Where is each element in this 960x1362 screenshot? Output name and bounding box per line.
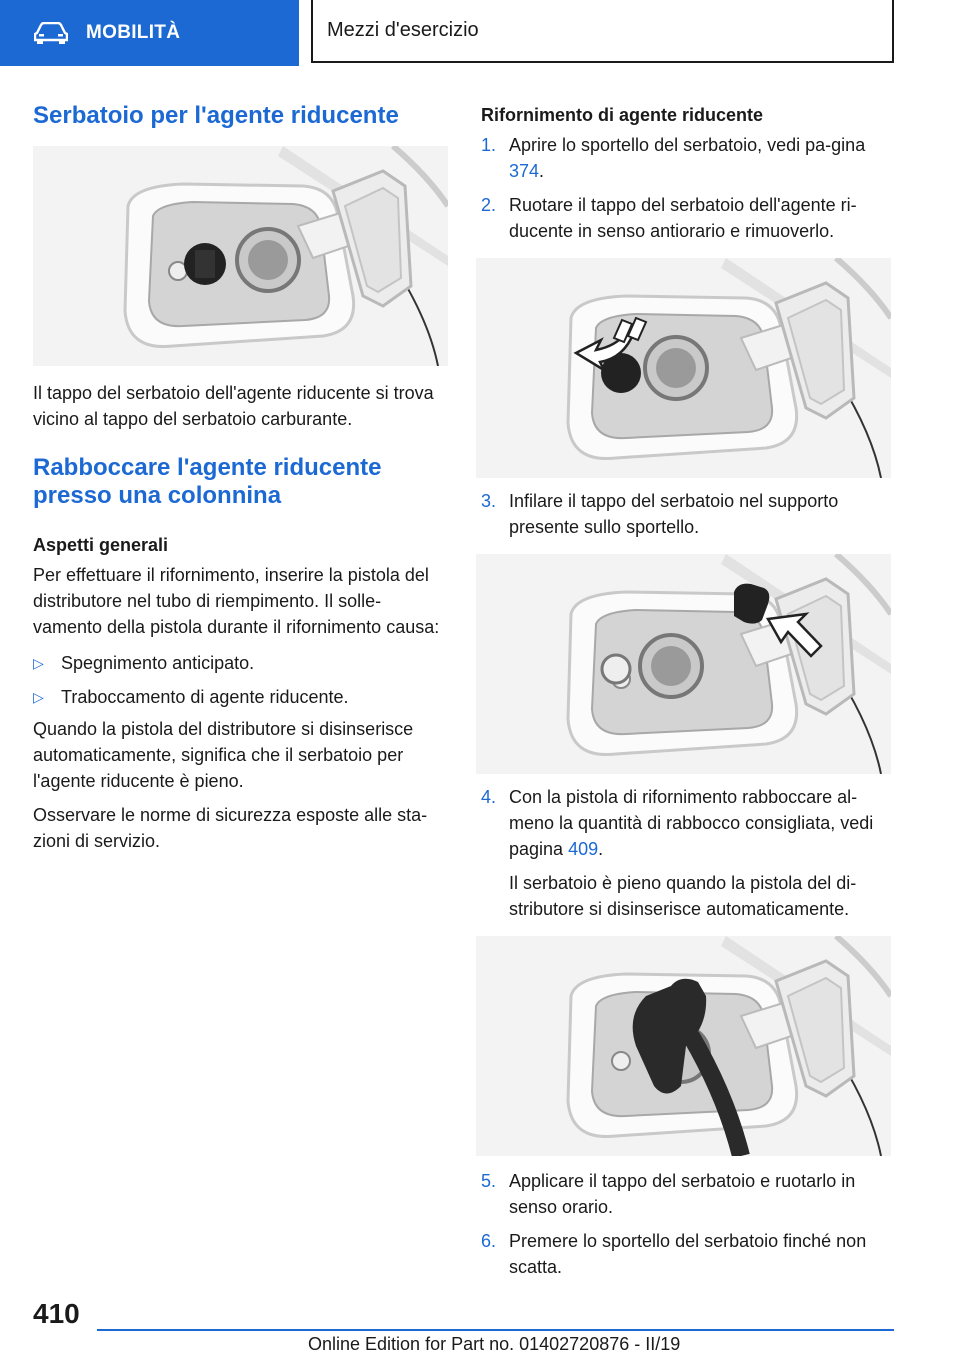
section-label: MOBILITÀ bbox=[86, 22, 181, 43]
step-number: 1. bbox=[481, 135, 497, 155]
list-item-text: Traboccamento di agente riducente. bbox=[61, 687, 349, 707]
chapter-label: Mezzi d'esercizio bbox=[327, 19, 479, 41]
page-header bbox=[0, 0, 960, 66]
step-text: Ruotare il tappo del serbatoio dell'agente ri-ducente in senso antiorario e rimuoverlo. bbox=[509, 195, 857, 241]
step-text: Infilare il tappo del serbatoio nel supporto presente sullo sportello. bbox=[509, 491, 839, 537]
car-icon bbox=[34, 22, 68, 44]
step-number: 4. bbox=[481, 787, 497, 807]
list-item bbox=[33, 650, 448, 676]
safety-paragraph: Osservare le norme di sicurezza esposte alle sta-zioni di servizio. bbox=[33, 805, 428, 851]
step-item bbox=[481, 1228, 893, 1280]
step-item bbox=[481, 1168, 893, 1220]
triangle-bullet-icon: ▷ bbox=[33, 689, 44, 705]
page-number: 410 bbox=[33, 1298, 80, 1329]
procedure-title: Rifornimento di agente riducente bbox=[481, 105, 764, 125]
stow-cap-figure bbox=[476, 554, 891, 774]
step-item bbox=[481, 488, 893, 540]
step-number: 3. bbox=[481, 491, 497, 511]
triangle-bullet-icon: ▷ bbox=[33, 655, 44, 671]
list-item-text: Spegnimento anticipato. bbox=[61, 653, 255, 673]
intro-paragraph: Per effettuare il rifornimento, inserire la pistola del distributore nel tubo di riempimento. Il solle-vamento della pistola durante il rifornimento causa: bbox=[33, 565, 440, 637]
section-title: Serbatoio per l'agente riducente bbox=[33, 102, 399, 129]
list-item bbox=[33, 684, 448, 710]
page-link[interactable]: 409 bbox=[568, 839, 599, 859]
step-number: 6. bbox=[481, 1231, 497, 1251]
step-text: Premere lo sportello del serbatoio finché non scatta. bbox=[509, 1231, 867, 1277]
step-note: Il serbatoio è pieno quando la pistola del di-stributore si disinserisce automaticamente. bbox=[509, 873, 857, 919]
bullet-list bbox=[33, 650, 448, 710]
step-item bbox=[481, 192, 893, 244]
step-item bbox=[481, 784, 893, 862]
general-heading: Aspetti generali bbox=[33, 535, 169, 555]
page-link[interactable]: 374 bbox=[509, 161, 540, 181]
step-text: Aprire lo sportello del serbatoio, vedi pa-gina 374. bbox=[509, 135, 866, 181]
step-number: 5. bbox=[481, 1171, 497, 1191]
step-number: 2. bbox=[481, 195, 497, 215]
right-column bbox=[481, 100, 893, 1280]
section-tab bbox=[0, 0, 299, 66]
step-item bbox=[481, 132, 893, 184]
reductant-cap-figure bbox=[33, 146, 448, 366]
rotate-cap-figure bbox=[476, 258, 891, 478]
edition-footer: Online Edition for Part no. 01402720876 - II/19 bbox=[308, 1334, 681, 1354]
full-tank-paragraph: Quando la pistola del distributore si disinserisce automaticamente, significa che il serbatoio per l'agente riducente è pieno. bbox=[33, 719, 414, 791]
left-column bbox=[33, 100, 448, 854]
step-text: Applicare il tappo del serbatoio e ruotarlo in senso orario. bbox=[509, 1171, 856, 1217]
chapter-tab bbox=[311, 0, 894, 63]
footer-divider bbox=[97, 1329, 894, 1331]
figure-caption: Il tappo del serbatoio dell'agente riducente si trova vicino al tappo del serbatoio carburante. bbox=[33, 383, 434, 429]
step-text: Con la pistola di rifornimento rabboccare al-meno la quantità di rabbocco consigliata, vedi pagina 409. bbox=[509, 787, 874, 859]
refill-nozzle-figure bbox=[476, 936, 891, 1156]
subsection-title: Rabboccare l'agente riducente presso una colonnina bbox=[33, 454, 382, 509]
